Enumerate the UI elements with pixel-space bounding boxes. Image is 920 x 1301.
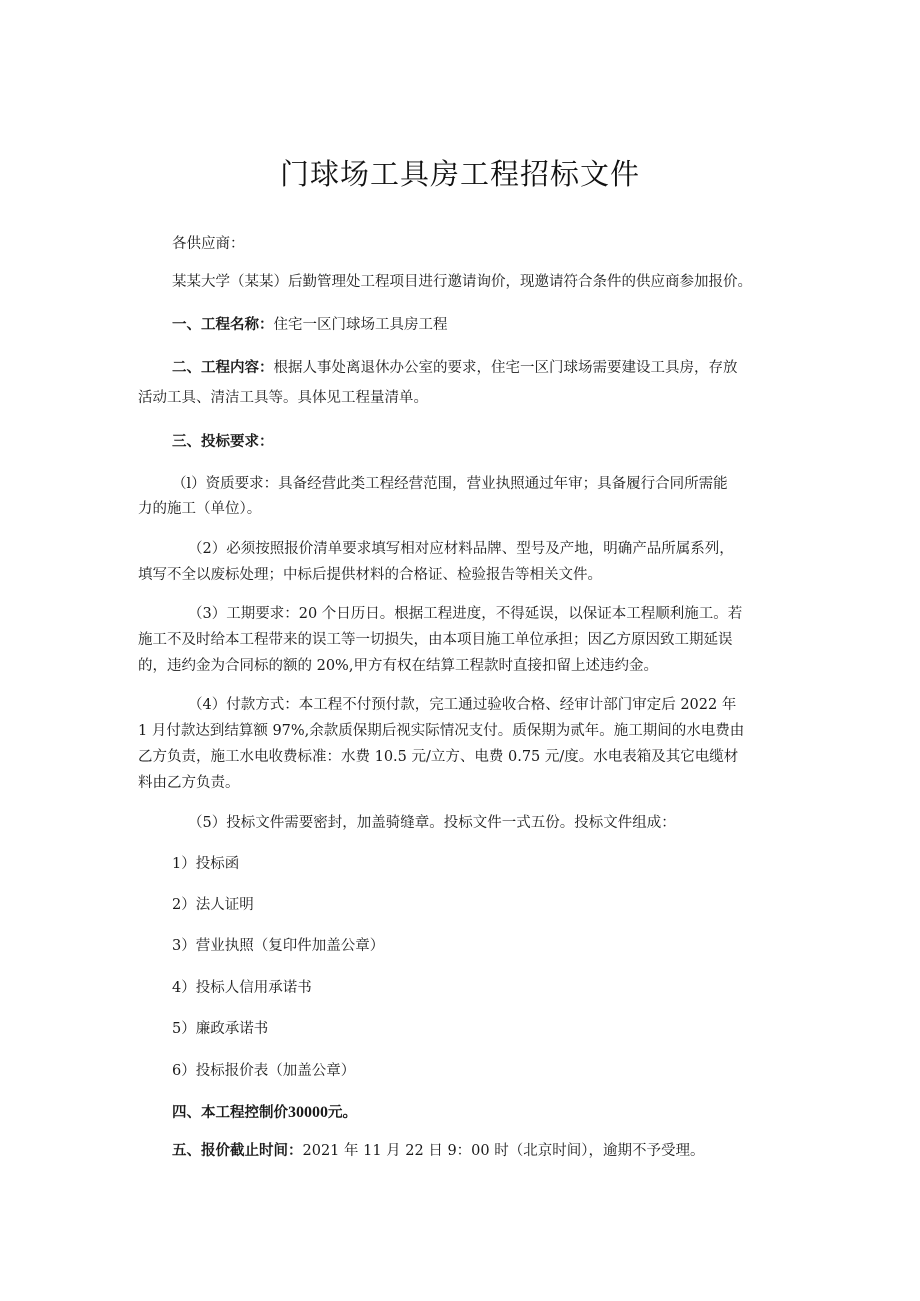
doc-list-item: 3）营业执照（复印件加盖公章） bbox=[172, 938, 385, 954]
requirement-1-line-2: 力的施工（单位）。 bbox=[138, 501, 262, 517]
section-1-label: 一、工程名称： bbox=[172, 317, 274, 333]
project-name: 住宅一区门球场工具房工程 bbox=[273, 317, 448, 333]
section-deadline bbox=[172, 1140, 832, 1162]
section-project-content-line-2: 活动工具、清洁工具等。具体见工程量清单。 bbox=[138, 390, 428, 406]
requirement-3-line-2: 施工不及时给本工程带来的误工等一切损失，由本项目施工单位承担；因乙方原因致工期延误 bbox=[138, 632, 733, 648]
control-price-amount: 30000 bbox=[288, 1104, 328, 1121]
section-4-label: 四、本工程控制价 bbox=[172, 1105, 288, 1121]
section-project-name bbox=[172, 314, 832, 336]
section-2-label: 二、工程内容： bbox=[172, 360, 274, 376]
requirement-2-line-2: 填写不全以废标处理；中标后提供材料的合格证、检验报告等相关文件。 bbox=[138, 567, 602, 583]
intro-paragraph: 某某大学（某某）后勤管理处工程项目进行邀请询价，现邀请符合条件的供应商参加报价。 bbox=[172, 274, 752, 290]
requirement-3-line-3: 的，违约金为合同标的额的 20%,甲方有权在结算工程款时直接扣留上述违约金。 bbox=[138, 658, 658, 674]
requirement-1-line-1: （l）资质要求：具备经营此类工程经营范围，营业执照通过年审；具备履行合同所需能 bbox=[172, 476, 728, 492]
project-content-text-1: 根据人事处离退休办公室的要求，住宅一区门球场需要建设工具房，存放 bbox=[273, 360, 738, 376]
control-price-unit: 元。 bbox=[328, 1105, 357, 1121]
greeting: 各供应商： bbox=[172, 236, 245, 252]
requirement-4-line-1: （4）付款方式：本工程不付预付款，完工通过验收合格、经审计部门审定后 2022 年 bbox=[188, 697, 737, 713]
section-3-label: 三、投标要求： bbox=[172, 434, 274, 450]
doc-list-item: 5）廉政承诺书 bbox=[172, 1021, 269, 1037]
requirement-4-line-3: 乙方负责，施工水电收费标准：水费 10.5 元/立方、电费 0.75 元/度。水电表箱及其它电缆材 bbox=[138, 749, 739, 765]
doc-list-item: 6）投标报价表（加盖公章） bbox=[172, 1063, 356, 1079]
requirement-4-line-2: 1 月付款达到结算额 97%,余款质保期后视实际情况支付。质保期为贰年。施工期间的水电费由 bbox=[138, 723, 745, 739]
doc-list-item: 1）投标函 bbox=[172, 856, 240, 872]
section-project-content-line-1 bbox=[172, 357, 832, 379]
requirement-5: （5）投标文件需要密封，加盖骑缝章。投标文件一式五份。投标文件组成： bbox=[188, 815, 676, 831]
requirement-4-line-4: 料由乙方负责。 bbox=[138, 775, 240, 791]
section-control-price bbox=[172, 1102, 832, 1124]
section-5-label: 五、报价截止时间： bbox=[172, 1143, 303, 1159]
requirement-3-line-1: （3）工期要求：20 个日历日。根据工程进度，不得延误，以保证本工程顺利施工。若 bbox=[188, 606, 743, 622]
document-title: 门球场工具房工程招标文件 bbox=[279, 157, 640, 191]
doc-list-item: 2）法人证明 bbox=[172, 897, 254, 913]
requirement-2-line-1: （2）必须按照报价清单要求填写相对应材料品牌、型号及产地，明确产品所属系列， bbox=[188, 541, 734, 557]
deadline-text: 2021 年 11 月 22 日 9：00 时（北京时间），逾期不予受理。 bbox=[302, 1143, 705, 1159]
doc-list-item: 4）投标人信用承诺书 bbox=[172, 980, 312, 996]
